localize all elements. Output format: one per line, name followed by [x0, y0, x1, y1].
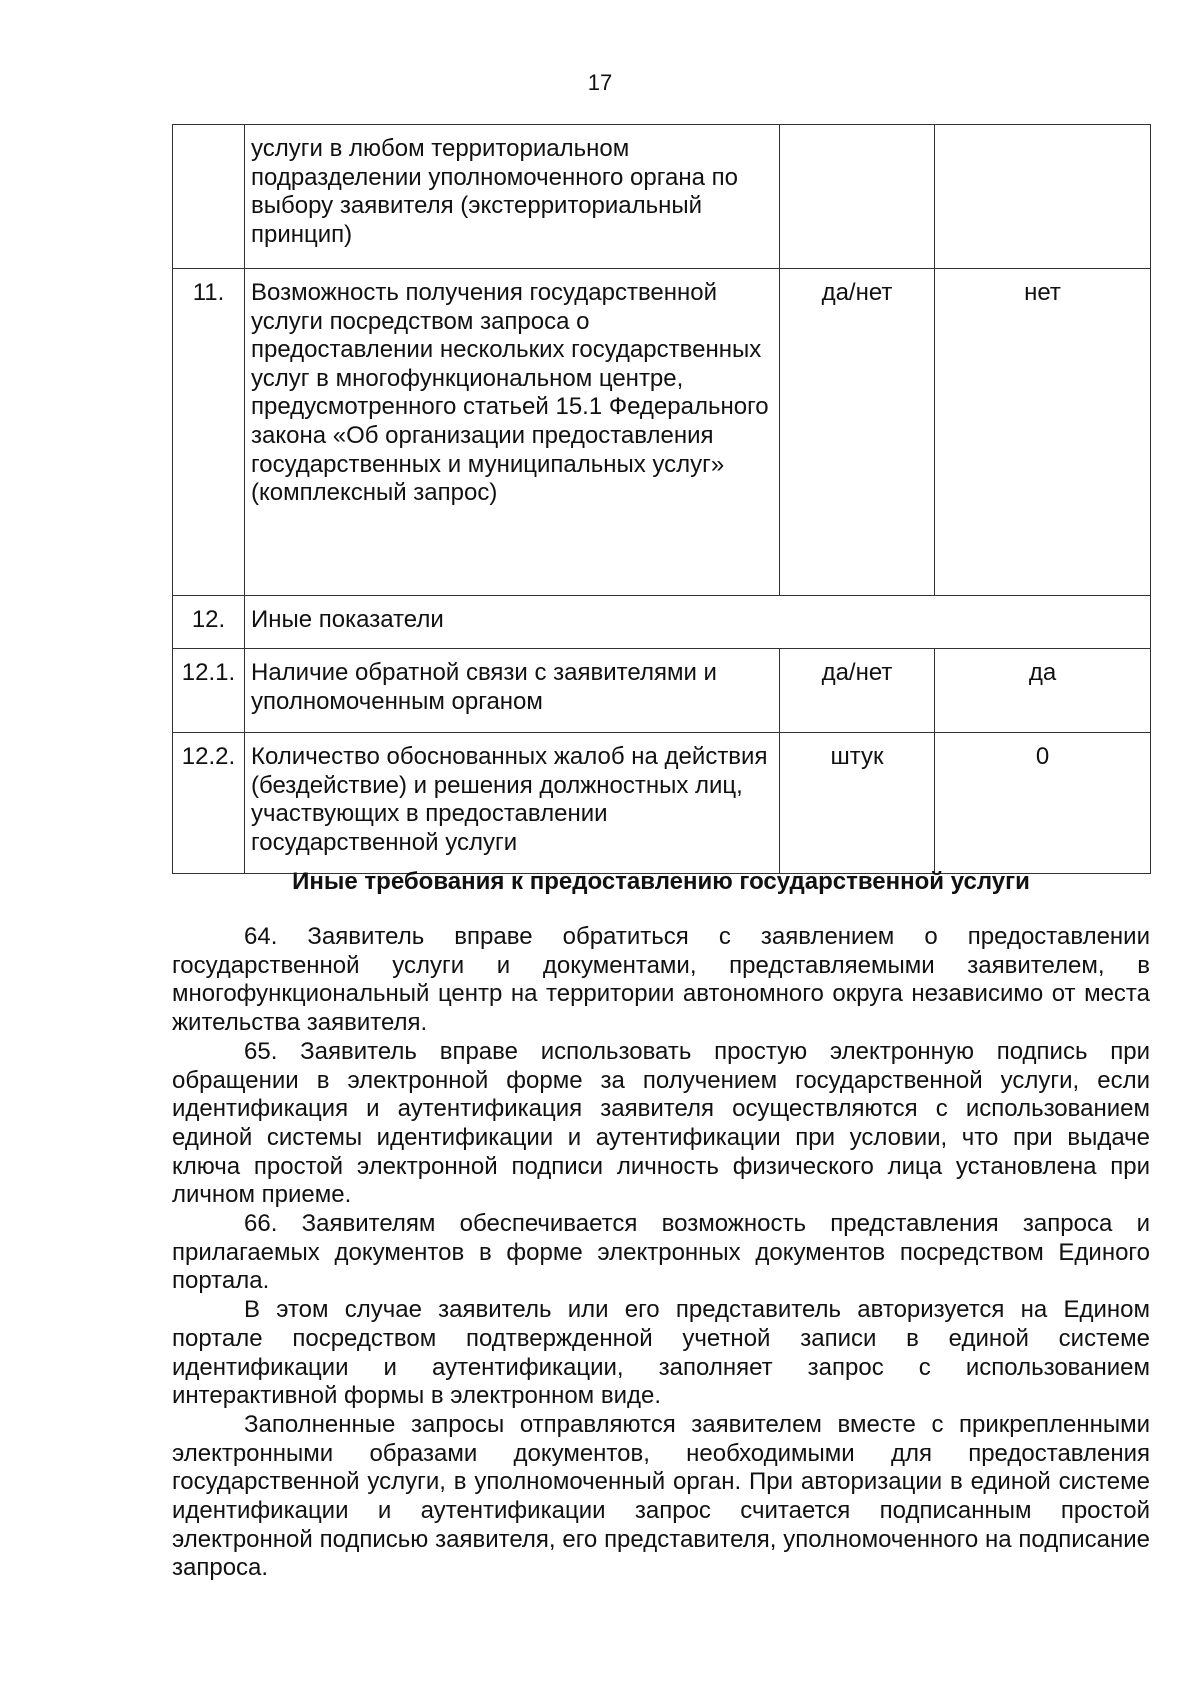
paragraph-65: 65. Заявитель вправе использовать простую электронную подпись при обращении в электронной форме за получением государственной услуги, если идентификация и аутентификация заявителя осуществляются с использованием единой системы идентификации и аутентификации при условии, что при выдаче ключа простой электронной подписи личность физического лица установлена при личном приеме. [172, 1037, 1150, 1209]
table-row [173, 649, 1151, 733]
indicator-text: Возможность получения государственной услуги посредством запроса о предоставлении нескольких государственных услуг в многофункциональном центре, предусмотренного статьей 15.1 Федерального закона «Об организации предоставления государственных и муниципальных услуг» (комплексный запрос) [245, 269, 780, 596]
table-row [173, 733, 1151, 874]
body-text [172, 923, 1150, 1583]
unit-cell [780, 125, 935, 269]
value-cell: нет [935, 269, 1151, 596]
indicators-table [172, 124, 1151, 874]
row-number: 11. [173, 269, 245, 596]
row-number: 12. [173, 596, 245, 649]
page-number: 17 [587, 70, 613, 95]
paragraph: В этом случае заявитель или его представитель авторизуется на Едином портале посредством подтвержденной учетной записи в единой системе идентификации и аутентификации, заполняет запрос с использованием интерактивной формы в электронном виде. [172, 1296, 1150, 1410]
value-cell: да [935, 649, 1151, 733]
value-cell: 0 [935, 733, 1151, 874]
unit-cell: да/нет [780, 649, 935, 733]
unit-cell: штук [780, 733, 935, 874]
table-row [173, 596, 1151, 649]
paragraph-66: 66. Заявителям обеспечивается возможность представления запроса и прилагаемых документов в форме электронных документов посредством Единого портала. [172, 1210, 1150, 1295]
indicator-group-title: Иные показатели [245, 596, 1151, 649]
paragraph-64: 64. Заявитель вправе обратиться с заявлением о предоставлении государственной услуги и документами, представляемыми заявителем, в многофункциональный центр на территории автономного округа независимо от места жительства заявителя. [172, 923, 1150, 1037]
table-row [173, 125, 1151, 269]
section-heading: Иные требования к предоставлению государственной услуги [292, 868, 1030, 895]
row-number [173, 125, 245, 269]
table-row [173, 269, 1151, 596]
unit-cell: да/нет [780, 269, 935, 596]
indicator-text: Наличие обратной связи с заявителями и уполномоченным органом [245, 649, 780, 733]
indicator-text: Количество обоснованных жалоб на действия (бездействие) и решения должностных лиц, участвующих в предоставлении государственной услуги [245, 733, 780, 874]
paragraph: Заполненные запросы отправляются заявителем вместе с прикрепленными электронными образами документов, необходимыми для предоставления государственной услуги, в уполномоченный орган. При авторизации в единой системе идентификации и аутентификации запрос считается подписанным простой электронной подписью заявителя, его представителя, уполномоченного на подписание запроса. [172, 1410, 1150, 1582]
value-cell [935, 125, 1151, 269]
indicator-text: услуги в любом территориальном подразделении уполномоченного органа по выбору заявителя (экстерриториальный принцип) [245, 125, 780, 269]
row-number: 12.1. [173, 649, 245, 733]
row-number: 12.2. [173, 733, 245, 874]
